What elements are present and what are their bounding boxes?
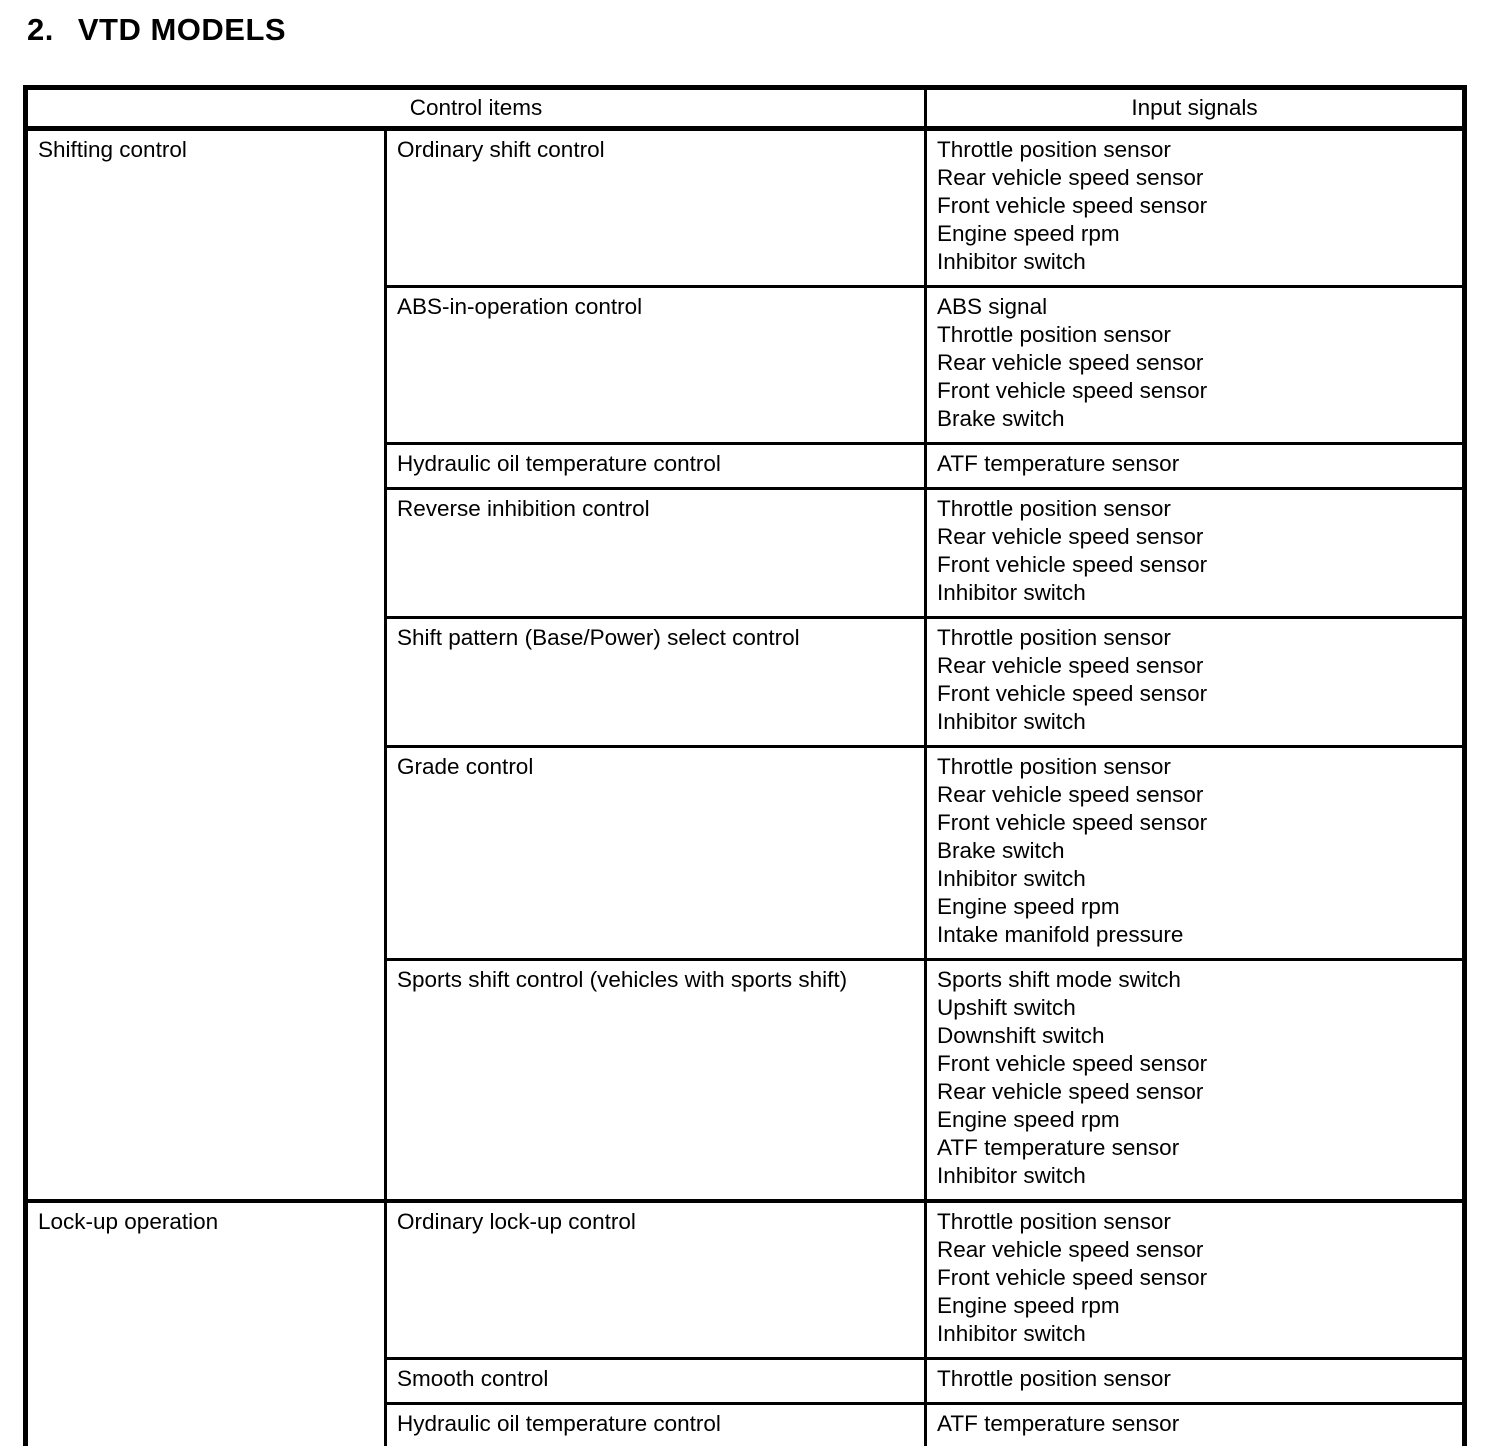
control-item-cell: Shift pattern (Base/Power) select control xyxy=(386,618,926,747)
signal-line: Inhibitor switch xyxy=(937,1321,1086,1346)
signal-line: Rear vehicle speed sensor xyxy=(937,165,1204,190)
signal-line: Engine speed rpm xyxy=(937,1293,1120,1318)
signal-line: Rear vehicle speed sensor xyxy=(937,1079,1204,1104)
signal-line: Throttle position sensor xyxy=(937,625,1171,650)
input-signals-cell xyxy=(926,618,1465,747)
group-cell-lock-up-operation: Lock-up operation xyxy=(26,1201,386,1446)
control-item-cell: Reverse inhibition control xyxy=(386,489,926,618)
signal-line: Rear vehicle speed sensor xyxy=(937,350,1204,375)
control-item-cell: Sports shift control (vehicles with sports shift) xyxy=(386,960,926,1202)
control-item-cell: Ordinary lock-up control xyxy=(386,1201,926,1359)
signal-line: ATF temperature sensor xyxy=(937,1411,1180,1436)
signal-line: Rear vehicle speed sensor xyxy=(937,524,1204,549)
page-title xyxy=(27,12,286,48)
input-signals-cell xyxy=(926,1404,1465,1446)
input-signals-cell xyxy=(926,287,1465,444)
table-row xyxy=(26,129,1465,287)
control-item-cell: Grade control xyxy=(386,747,926,960)
header-control-items: Control items xyxy=(26,88,926,129)
signal-line: Front vehicle speed sensor xyxy=(937,1051,1208,1076)
signal-line: Throttle position sensor xyxy=(937,496,1171,521)
signal-line: Rear vehicle speed sensor xyxy=(937,782,1204,807)
control-item-cell: Smooth control xyxy=(386,1359,926,1404)
vtd-models-table xyxy=(23,85,1467,1446)
signal-line: Front vehicle speed sensor xyxy=(937,378,1208,403)
signal-line: Throttle position sensor xyxy=(937,1366,1171,1391)
signal-line: Throttle position sensor xyxy=(937,754,1171,779)
signal-line: Throttle position sensor xyxy=(937,137,1171,162)
input-signals-cell xyxy=(926,489,1465,618)
page-title-text: VTD MODELS xyxy=(77,12,287,47)
signal-line: Sports shift mode switch xyxy=(937,967,1181,992)
signal-line: Throttle position sensor xyxy=(937,322,1171,347)
signal-line: Engine speed rpm xyxy=(937,894,1120,919)
table-header-row xyxy=(26,88,1465,129)
signal-line: Front vehicle speed sensor xyxy=(937,681,1208,706)
signal-line: ATF temperature sensor xyxy=(937,451,1180,476)
signal-line: ABS signal xyxy=(937,294,1048,319)
input-signals-cell xyxy=(926,444,1465,489)
control-item-cell: Ordinary shift control xyxy=(386,129,926,287)
signal-line: Inhibitor switch xyxy=(937,709,1086,734)
signal-line: Engine speed rpm xyxy=(937,1107,1120,1132)
signal-line: Rear vehicle speed sensor xyxy=(937,653,1204,678)
table-row xyxy=(26,1201,1465,1359)
group-cell-shifting-control: Shifting control xyxy=(26,129,386,1202)
signal-line: Brake switch xyxy=(937,406,1065,431)
signal-line: Front vehicle speed sensor xyxy=(937,552,1208,577)
control-item-cell: ABS-in-operation control xyxy=(386,287,926,444)
control-item-cell: Hydraulic oil temperature control xyxy=(386,1404,926,1446)
input-signals-cell xyxy=(926,129,1465,287)
signal-line: Front vehicle speed sensor xyxy=(937,1265,1208,1290)
page-title-number: 2. xyxy=(27,12,54,47)
input-signals-cell xyxy=(926,747,1465,960)
signal-line: Front vehicle speed sensor xyxy=(937,810,1208,835)
input-signals-cell xyxy=(926,1359,1465,1404)
signal-line: Intake manifold pressure xyxy=(937,922,1184,947)
signal-line: Inhibitor switch xyxy=(937,866,1086,891)
signal-line: Throttle position sensor xyxy=(937,1209,1171,1234)
signal-line: Inhibitor switch xyxy=(937,249,1086,274)
signal-line: Engine speed rpm xyxy=(937,221,1120,246)
signal-line: Front vehicle speed sensor xyxy=(937,193,1208,218)
signal-line: Inhibitor switch xyxy=(937,1163,1086,1188)
control-item-cell: Hydraulic oil temperature control xyxy=(386,444,926,489)
input-signals-cell xyxy=(926,960,1465,1202)
signal-line: Rear vehicle speed sensor xyxy=(937,1237,1204,1262)
header-input-signals: Input signals xyxy=(926,88,1465,129)
signal-line: Downshift switch xyxy=(937,1023,1105,1048)
input-signals-cell xyxy=(926,1201,1465,1359)
signal-line: Upshift switch xyxy=(937,995,1076,1020)
signal-line: Inhibitor switch xyxy=(937,580,1086,605)
signal-line: ATF temperature sensor xyxy=(937,1135,1180,1160)
signal-line: Brake switch xyxy=(937,838,1065,863)
